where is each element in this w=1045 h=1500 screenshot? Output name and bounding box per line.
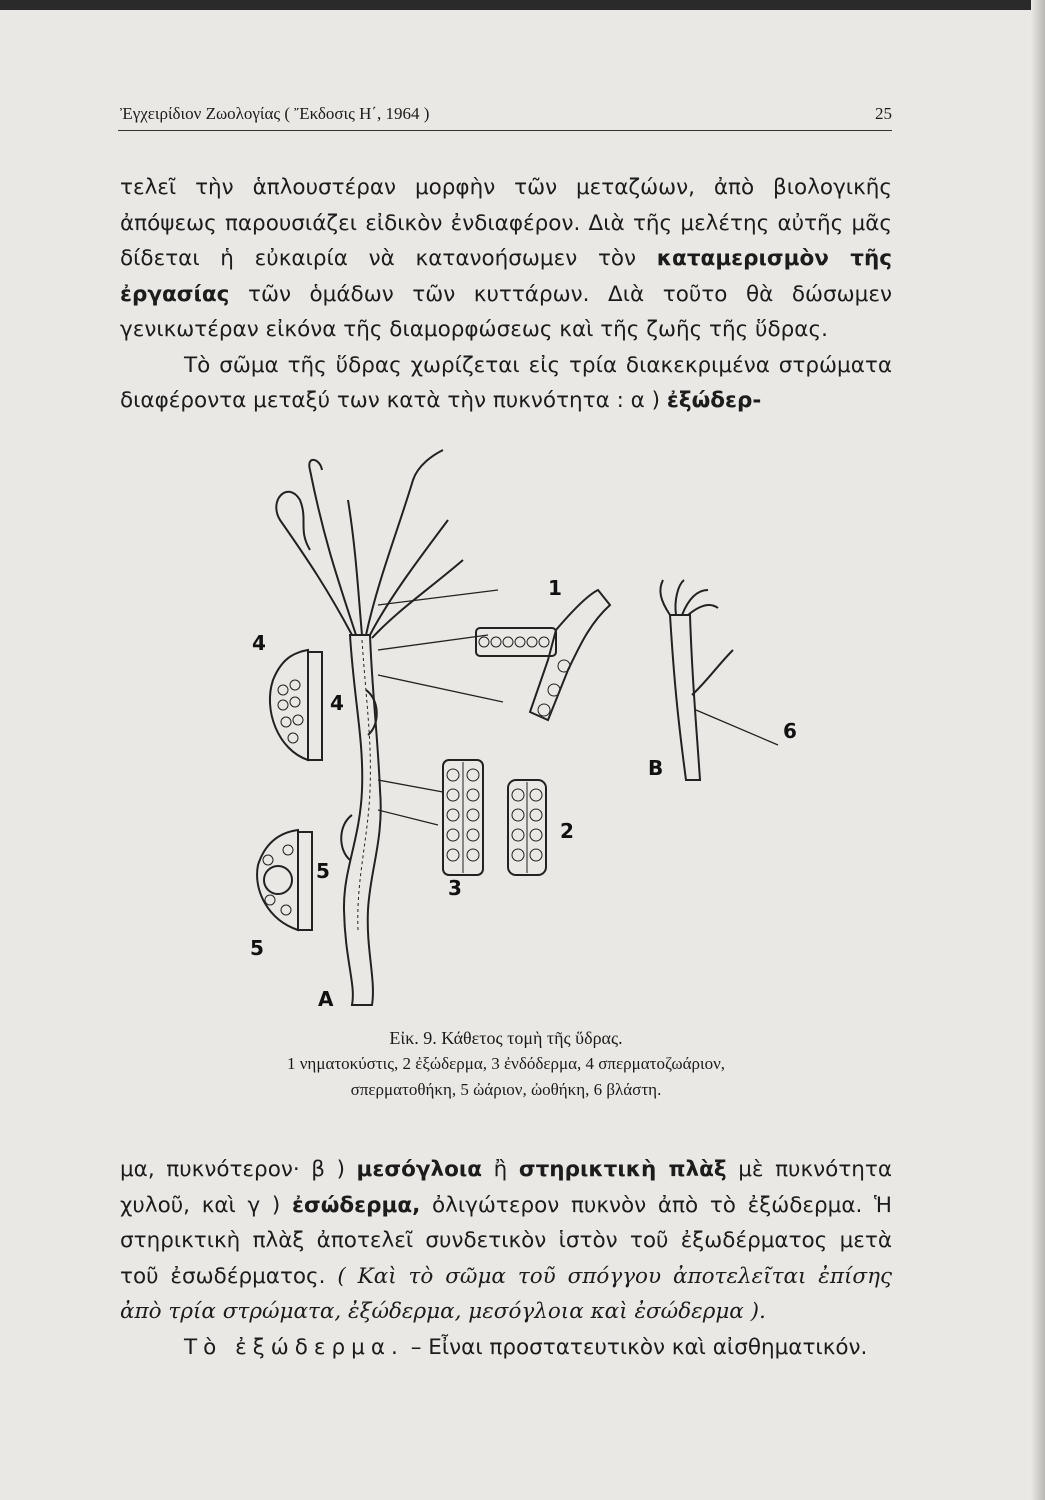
paragraph-4: [120, 1330, 892, 1366]
fig-label-B: Β: [648, 756, 664, 780]
caption-legend-line-2: σπερματοθήκη, 5 ὠάριον, ὠοθήκη, 6 βλάστη.: [350, 1080, 662, 1099]
hydra-b-tentacle-3: [682, 590, 708, 615]
hydra-a-tentacle-2: [309, 460, 356, 635]
pointer-6: [696, 710, 778, 745]
testis-section: [270, 650, 308, 760]
bottom-text: [120, 1152, 892, 1365]
p3-text-b: μὲ πυκνότητα χυλοῦ, καὶ γ ): [120, 1157, 893, 1218]
fig-label-1: 1: [548, 576, 562, 600]
fig-label-A: Α: [318, 987, 334, 1011]
figure-caption: [120, 1025, 892, 1103]
p1-text-b: τῶν ὁμάδων τῶν κυττάρων. Διὰ τοῦτο θὰ δώσωμεν γενικωτέραν εἰκόνα τῆς διαμορφώσεως καὶ τῆς ζωῆς τῆς ὕδρας.: [120, 281, 892, 342]
testis-wall: [308, 652, 322, 760]
ovary-wall: [298, 832, 312, 930]
running-title: Ἐγχειρίδιον Ζωολογίας ( Ἔκδοσις Η΄, 1964 ): [120, 104, 430, 123]
fig-label-5a: 5: [316, 859, 330, 883]
p4-text: – Εἶναι προστατευτικὸν καὶ αἰσθηματικόν.: [403, 1334, 868, 1360]
scan-right-edge: [1031, 0, 1045, 1500]
fig-label-6: 6: [783, 719, 797, 743]
fig-label-2: 2: [560, 819, 574, 843]
header-rule: [118, 130, 892, 131]
p3-bold-support-plate: στηρικτικὴ πλὰξ: [518, 1157, 727, 1182]
hydra-b-tentacle-1: [660, 580, 670, 615]
p3-bold-endoderm: ἐσώδερμα,: [292, 1192, 421, 1218]
fig-label-5b: 5: [250, 936, 264, 960]
scan-top-edge: [0, 0, 1045, 10]
caption-legend-line-1: 1 νηματοκύστις, 2 ἐξώδερμα, 3 ἐνδόδερμα, 4 σπερματοζωάριον,: [287, 1054, 725, 1073]
p4-spaced-heading: Τὸ ἐξώδερμα.: [184, 1334, 404, 1360]
p2-text-a: Τὸ σῶμα τῆς ὕδρας χωρίζεται εἰς τρία διακεκριμένα στρώματα διαφέροντα μεταξύ των κατὰ τὴν πυκνότητα : α ): [120, 352, 892, 413]
p3-text-mid: ἢ: [482, 1157, 519, 1182]
fig-label-4b: 4: [330, 691, 344, 715]
p3-text-c: ὀλιγώτερον πυκνὸν ἀπὸ τὸ ἐξώδερμα. Ἡ στηρικτικὴ πλὰξ ἀποτελεῖ συνδετικὸν ἱστὸν τοῦ ἐξωδέρματος μετὰ τοῦ ἐσωδέρματος.: [120, 1192, 892, 1289]
pointer-1b: [378, 635, 488, 650]
paragraph-2: [120, 348, 892, 419]
hydra-a-tentacle-1: [276, 492, 352, 635]
hydra-b-tentacle-2: [675, 580, 684, 615]
fig-label-3: 3: [448, 876, 462, 900]
hydra-a-body: [344, 635, 381, 1005]
hydra-figure: [238, 440, 798, 1020]
p1-bold-term: καταμερισμὸν τῆς ἐργασίας: [120, 246, 892, 307]
hydra-b-bud: [692, 650, 733, 695]
hydra-a-inner-line: [358, 640, 371, 930]
pointer-2: [378, 675, 503, 702]
ovary-bump: [341, 815, 352, 860]
pointer-3: [378, 780, 443, 792]
p3-text-a: μα, πυκνότερον· β ): [120, 1157, 357, 1182]
hydra-b-tentacle-4: [688, 605, 718, 615]
top-text: [120, 170, 892, 419]
paragraph-1: [120, 170, 892, 348]
pointer-3b: [378, 810, 438, 825]
running-header: [120, 104, 892, 126]
egg-cell: [264, 866, 292, 894]
p3-bold-mesoglea: μεσόγλοια: [356, 1157, 483, 1182]
ectoderm-strip-top: [476, 628, 556, 656]
p3-italic-note: ( Καὶ τὸ σῶμα τοῦ σπόγγου ἀποτελεῖται ἐπίσης ἀπὸ τρία στρώματα, ἐξώδερμα, μεσόγλοια καὶ ἐσώδερμα ).: [120, 1263, 892, 1324]
hydra-b-body: [670, 615, 700, 780]
p1-text-a: τελεῖ τὴν ἁπλουστέραν μορφὴν τῶν μεταζώων, ἀπὸ βιολογικῆς ἀπόψεως παρουσιάζει εἰδικὸν ἐνδιαφέρον. Διὰ τῆς μελέτης αὐτῆς μᾶς δίδεται ἡ εὐκαιρία νὰ κατανοήσωμεν τὸν: [120, 175, 892, 271]
fig-label-4a: 4: [252, 631, 266, 655]
hydra-a-tentacle-6: [372, 560, 463, 638]
caption-title: Εἰκ. 9. Κάθετος τομὴ τῆς ὕδρας.: [389, 1028, 623, 1048]
paragraph-3: [120, 1152, 892, 1330]
page-number: 25: [875, 104, 892, 123]
p2-bold-term: ἐξώδερ-: [666, 388, 762, 413]
